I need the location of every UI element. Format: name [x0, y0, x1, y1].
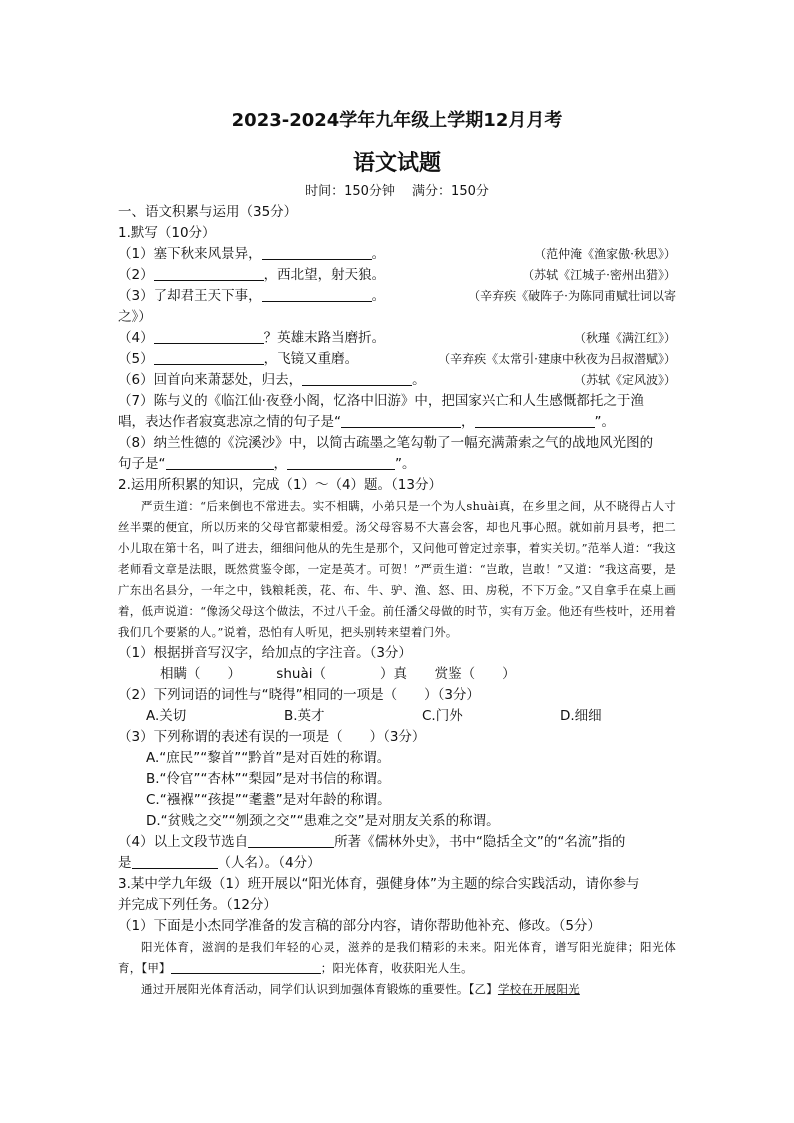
answer-blank[interactable]: [341, 413, 461, 428]
q1-item: （4） ？英雄末路当磨折。 （秋瑾《满江红》）: [118, 328, 676, 349]
answer-blank[interactable]: [171, 959, 321, 974]
q1-item: （6）回首向来萧瑟处，归去， 。 （苏轼《定风波》）: [118, 370, 676, 391]
option-b[interactable]: B.“伶官”“杏林”“梨园”是对书信的称谓。: [146, 771, 391, 787]
q1-item: （3）了却君王天下事， 。 （辛弃疾《破阵子·为陈同甫赋壮词以寄: [118, 286, 676, 307]
q1-header: 1.默写（10分）: [118, 225, 216, 241]
q1-item: （1）塞下秋来风景异， 。 （范仲淹《渔家傲·秋思》）: [118, 244, 676, 265]
q3-header: 3.某中学九年级（1）班开展以“阳光体育，强健身体”为主题的综合实践活动，请你参与: [118, 876, 640, 892]
poem-source: （苏轼《江城子·密州出猎》）: [522, 268, 676, 282]
q2-sub2: （2）下列词语的词性与“晓得”相同的一项是（ ）（3分）: [118, 687, 480, 703]
q2-sub2-options: [118, 706, 676, 727]
q3-sub1: （1）下面是小杰同学准备的发言稿的部分内容，请你帮助他补充、修改。（5分）: [118, 918, 601, 934]
speech-draft-p2: 通过开展阳光体育活动，同学们认识到加强体育锻炼的重要性。【乙】学校在开展阳光: [141, 982, 580, 996]
exam-subject: 语文试题: [352, 151, 441, 176]
q2-sub4: （4）以上文段节选自 所著《儒林外史》，书中“隐括全文”的“名流”指的: [118, 834, 626, 850]
answer-blank[interactable]: [154, 350, 264, 365]
poem-source: （秋瑾《满江红》）: [573, 331, 676, 345]
q2-sub3: （3）下列称谓的表述有误的一项是（ ）（3分）: [118, 729, 426, 745]
q2-header: 2.运用所积累的知识，完成（1）～（4）题。（13分）: [118, 477, 442, 493]
option-c[interactable]: C.“襁褓”“孩提”“耄耋”是对年龄的称谓。: [146, 792, 391, 808]
speech-draft: 阳光体育，滋润的是我们年轻的心灵，滋养的是我们精彩的未来。阳光体育，谱写阳光旋律；阳光体育，【甲】 ；阳光体育，收获阳光人生。: [118, 940, 676, 975]
q2-sub1-items: 相瞒（ ） shuài（ ）真 赏鉴（ ）: [160, 666, 516, 682]
q1-item: （2） ，西北望，射天狼。 （苏轼《江城子·密州出猎》）: [118, 265, 676, 286]
underlined-sentence: 学校在开展阳光: [497, 982, 580, 996]
q1-item: （5） ，飞镜又重磨。 （辛弃疾《太常引·建康中秋夜为吕叔潜赋》）: [118, 349, 676, 370]
reading-passage: 严贡生道：“后来倒也不常进去。实不相瞒，小弟只是一个为人shuài真，在乡里之间，从不晓得占人寸丝半粟的便宜，所以历来的父母官都蒙相爱。汤父母容易不大喜会客，却也凡事心照。就如前月县考，把二小儿取在第十名，叫了进去，细细问他从的先生是那个，又问他可曾定过亲事，着实关切。”范举人道：“我这老师看文章是法眼，既然赏鉴令郎，一定是英才。可贺！”严贡生道：“岂敢，岂敢！”又道：“我这高要，是广东出名县分，一年之中，钱粮耗羡，花、布、牛、驴、渔、怒、田、房税，不下万金。”又自拿手在桌上画着，低声说道：“像汤父母这个做法，不过八千金。前任潘父母做的时节，实有万金。他还有些枝叶，还用着我们几个要紧的人。”说着，恐怕有人听见，把头别转来望着门外。: [118, 499, 676, 639]
q2-sub1: （1）根据拼音写汉字，给加点的字注音。（3分）: [118, 645, 412, 661]
poem-source: （范仲淹《渔家傲·秋思》）: [534, 247, 676, 261]
q1-item-cont: 之》）: [118, 309, 152, 325]
answer-blank[interactable]: [166, 455, 274, 470]
poem-source: （辛弃疾《太常引·建康中秋夜为吕叔潜赋》）: [438, 352, 676, 366]
q2-sub4-cont: 是 （人名）。（4分）: [118, 855, 321, 871]
q3-header-cont: 并完成下列任务。（12分）: [118, 897, 277, 913]
exam-page: [118, 100, 676, 1000]
answer-blank[interactable]: [132, 854, 218, 869]
poem-source: （苏轼《定风波》）: [573, 373, 676, 387]
answer-blank[interactable]: [475, 413, 595, 428]
answer-blank[interactable]: [154, 266, 264, 281]
exam-meta: 时间：150分钟 满分：150分: [305, 184, 489, 199]
q1-item7-text: （7）陈与义的《临江仙·夜登小阁，忆洛中旧游》中，把国家兴亡和人生感慨都托之于渔: [118, 393, 644, 409]
answer-blank[interactable]: [248, 833, 334, 848]
section-heading: 一、语文积累与运用（35分）: [118, 204, 298, 220]
q1-item8-answer: 句子是“ ， ”。: [118, 456, 416, 472]
option-b[interactable]: B.英才: [284, 708, 325, 724]
answer-blank[interactable]: [287, 455, 395, 470]
poem-source: （辛弃疾《破阵子·为陈同甫赋壮词以寄: [468, 289, 676, 303]
exam-title: 2023-2024学年九年级上学期12月月考: [231, 110, 563, 131]
option-a[interactable]: A.关切: [146, 708, 187, 724]
option-c[interactable]: C.门外: [422, 708, 463, 724]
answer-blank[interactable]: [262, 287, 372, 302]
q1-item8-text: （8）纳兰性德的《浣溪沙》中，以简古疏墨之笔勾勒了一幅充满萧索之气的战地风光图的: [118, 435, 654, 451]
option-d[interactable]: D.细细: [560, 708, 602, 724]
answer-blank[interactable]: [262, 245, 372, 260]
option-d[interactable]: D.“贫贱之交”“刎颈之交”“患难之交”是对朋友关系的称谓。: [146, 813, 500, 829]
option-a[interactable]: A.“庶民”“黎首”“黔首”是对百姓的称谓。: [146, 750, 391, 766]
answer-blank[interactable]: [302, 371, 412, 386]
answer-blank[interactable]: [154, 329, 264, 344]
q1-item7-answer: 唱，表达作者寂寞悲凉之情的句子是“ ， ”。: [118, 414, 615, 430]
